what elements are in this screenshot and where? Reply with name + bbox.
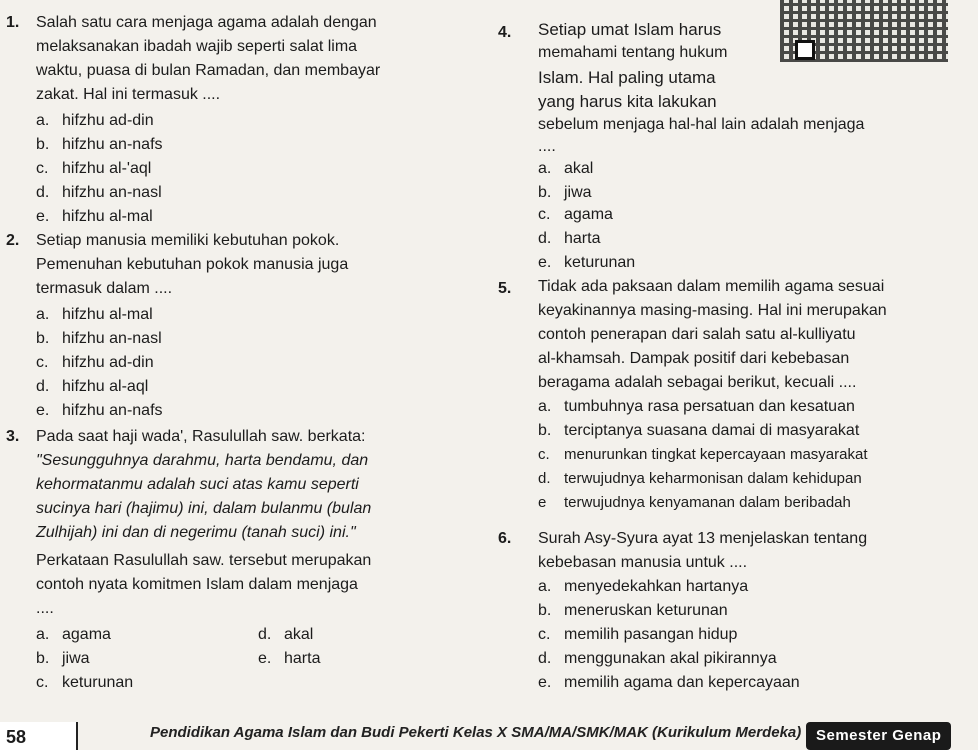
option-text: hifzhu an-nasl: [62, 330, 162, 347]
qr-marker-icon: [795, 40, 815, 60]
option-e[interactable]: [538, 254, 635, 272]
question-text-line: kebebasan manusia untuk ....: [538, 554, 748, 571]
option-letter: c.: [36, 674, 49, 691]
option-letter: b.: [538, 184, 552, 201]
option-letter: e.: [36, 402, 50, 419]
option-text: tumbuhnya rasa persatuan dan kesatuan: [564, 398, 855, 415]
option-text: harta: [564, 230, 601, 247]
question-text-line: ....: [538, 138, 556, 155]
option-letter: d.: [538, 470, 551, 487]
option-letter: c.: [36, 160, 49, 177]
question-number: 6.: [498, 530, 512, 547]
option-text: akal: [564, 160, 594, 177]
option-d[interactable]: [258, 626, 313, 644]
option-text: memilih pasangan hidup: [564, 626, 738, 643]
option-text: menurunkan tingkat kepercayaan masyarakat: [564, 446, 868, 463]
option-text: terwujudnya keharmonisan dalam kehidupan: [564, 470, 862, 487]
option-a[interactable]: [36, 626, 111, 644]
option-b[interactable]: [36, 330, 162, 348]
question-text-line: Zulhijah) ini dan di negerimu (tanah suci) ini.": [36, 524, 356, 541]
option-text: terwujudnya kenyamanan dalam beribadah: [564, 494, 851, 511]
question-text-line: Perkataan Rasulullah saw. tersebut merupakan: [36, 552, 372, 569]
option-text: menyedekahkan hartanya: [564, 578, 749, 595]
option-d[interactable]: [538, 230, 600, 248]
question-text-line: sebelum menjaga hal-hal lain adalah menjaga: [538, 116, 865, 133]
question-number: 4.: [498, 24, 512, 41]
option-letter: a.: [538, 578, 552, 595]
option-letter: d.: [538, 650, 552, 667]
question-text-line: contoh penerapan dari salah satu al-kulliyatu: [538, 326, 856, 343]
option-b[interactable]: [538, 184, 592, 202]
option-letter: e.: [36, 208, 50, 225]
question-number: 5.: [498, 280, 512, 297]
option-text: hifzhu al-mal: [62, 306, 153, 323]
question-text-line: Pemenuhan kebutuhan pokok manusia juga: [36, 256, 349, 273]
option-text: keturunan: [62, 674, 134, 691]
option-text: hifzhu an-nasl: [62, 184, 162, 201]
option-d[interactable]: [36, 184, 162, 202]
option-d[interactable]: [538, 650, 777, 668]
option-text: terciptanya suasana damai di masyarakat: [564, 422, 860, 439]
option-text: jiwa: [564, 184, 592, 201]
option-a[interactable]: [538, 398, 855, 416]
option-text: agama: [564, 206, 613, 223]
option-b[interactable]: [538, 602, 728, 620]
option-letter: d.: [36, 184, 50, 201]
option-letter: a.: [36, 626, 50, 643]
question-text-line: termasuk dalam ....: [36, 280, 173, 297]
option-text: hifzhu al-mal: [62, 208, 153, 225]
option-letter: a.: [538, 398, 552, 415]
option-letter: c.: [538, 446, 550, 463]
option-text: jiwa: [62, 650, 90, 667]
question-text-line: al-khamsah. Dampak positif dari kebebasan: [538, 350, 850, 367]
option-text: hifzhu an-nafs: [62, 136, 163, 153]
option-text: akal: [284, 626, 314, 643]
question-text-line: Islam. Hal paling utama: [538, 68, 716, 87]
option-d[interactable]: [538, 470, 862, 487]
question-text-line: waktu, puasa di bulan Ramadan, dan membayar: [36, 62, 381, 79]
option-letter: e.: [258, 650, 272, 667]
option-text: keturunan: [564, 254, 636, 271]
option-letter: a.: [36, 306, 50, 323]
option-text: agama: [62, 626, 111, 643]
page-number: 58: [0, 722, 78, 750]
option-letter: b.: [36, 330, 50, 347]
option-c[interactable]: [36, 674, 133, 692]
option-text: memilih agama dan kepercayaan: [564, 674, 800, 691]
question-text-line: Surah Asy-Syura ayat 13 menjelaskan tentang: [538, 530, 868, 547]
option-e[interactable]: [36, 402, 163, 420]
option-letter: e: [538, 494, 547, 511]
option-letter: b.: [36, 136, 50, 153]
option-a[interactable]: [538, 160, 593, 178]
option-d[interactable]: [36, 378, 148, 396]
question-text-line: Setiap manusia memiliki kebutuhan pokok.: [36, 232, 340, 249]
option-c[interactable]: [538, 206, 613, 224]
book-title-footer: Pendidikan Agama Islam dan Budi Pekerti Kelas X SMA/MA/SMK/MAK (Kurikulum Merdeka): [150, 724, 802, 741]
option-a[interactable]: [36, 112, 154, 130]
question-text-line: yang harus kita lakukan: [538, 92, 717, 111]
option-c[interactable]: [36, 354, 154, 372]
question-text-line: Pada saat haji wada', Rasulullah saw. berkata:: [36, 428, 366, 445]
option-a[interactable]: [538, 578, 748, 596]
option-letter: c.: [36, 354, 49, 371]
option-letter: e.: [538, 674, 552, 691]
option-c[interactable]: [36, 160, 151, 178]
question-number: 1.: [6, 14, 20, 31]
option-c[interactable]: [538, 446, 868, 463]
question-text-line: Salah satu cara menjaga agama adalah dengan: [36, 14, 377, 31]
option-text: hifzhu ad-din: [62, 354, 154, 371]
question-text-line: melaksanakan ibadah wajib seperti salat lima: [36, 38, 358, 55]
option-text: hifzhu al-aql: [62, 378, 149, 395]
option-e[interactable]: [36, 208, 153, 226]
option-text: hifzhu an-nafs: [62, 402, 163, 419]
option-letter: b.: [538, 422, 552, 439]
option-text: hifzhu ad-din: [62, 112, 154, 129]
option-e[interactable]: [538, 494, 851, 511]
semester-badge: Semester Genap: [806, 722, 951, 750]
question-text-line: beragama adalah sebagai berikut, kecuali ....: [538, 374, 857, 391]
option-text: hifzhu al-'aql: [62, 160, 152, 177]
option-letter: c.: [538, 206, 551, 223]
option-letter: a.: [538, 160, 552, 177]
option-letter: c.: [538, 626, 551, 643]
option-b[interactable]: [36, 136, 163, 154]
question-text-line: zakat. Hal ini termasuk ....: [36, 86, 221, 103]
question-text-line: keyakinannya masing-masing. Hal ini merupakan: [538, 302, 887, 319]
question-text-line: kehormatanmu adalah suci atas kamu seperti: [36, 476, 359, 493]
option-c[interactable]: [538, 626, 737, 644]
option-letter: d.: [538, 230, 552, 247]
option-b[interactable]: [538, 422, 859, 440]
question-text-line: Tidak ada paksaan dalam memilih agama sesuai: [538, 278, 885, 295]
question-number: 3.: [6, 428, 20, 445]
option-letter: d.: [258, 626, 272, 643]
option-e[interactable]: [258, 650, 320, 668]
question-text-line: sucinya hari (hajimu) ini, dalam bulanmu (bulan: [36, 500, 372, 517]
question-text-line: Setiap umat Islam harus: [538, 20, 722, 39]
option-letter: a.: [36, 112, 50, 129]
question-text-line: ....: [36, 600, 54, 617]
question-text-line: memahami tentang hukum: [538, 44, 728, 61]
option-letter: e.: [538, 254, 552, 271]
option-a[interactable]: [36, 306, 153, 324]
option-e[interactable]: [538, 674, 800, 692]
option-letter: b.: [538, 602, 552, 619]
question-text-line: "Sesungguhnya darahmu, harta bendamu, dan: [36, 452, 369, 469]
option-text: meneruskan keturunan: [564, 602, 728, 619]
question-text-line: contoh nyata komitmen Islam dalam menjaga: [36, 576, 358, 593]
option-b[interactable]: [36, 650, 90, 668]
question-number: 2.: [6, 232, 20, 249]
option-text: menggunakan akal pikirannya: [564, 650, 777, 667]
option-letter: d.: [36, 378, 50, 395]
option-letter: b.: [36, 650, 50, 667]
option-text: harta: [284, 650, 321, 667]
